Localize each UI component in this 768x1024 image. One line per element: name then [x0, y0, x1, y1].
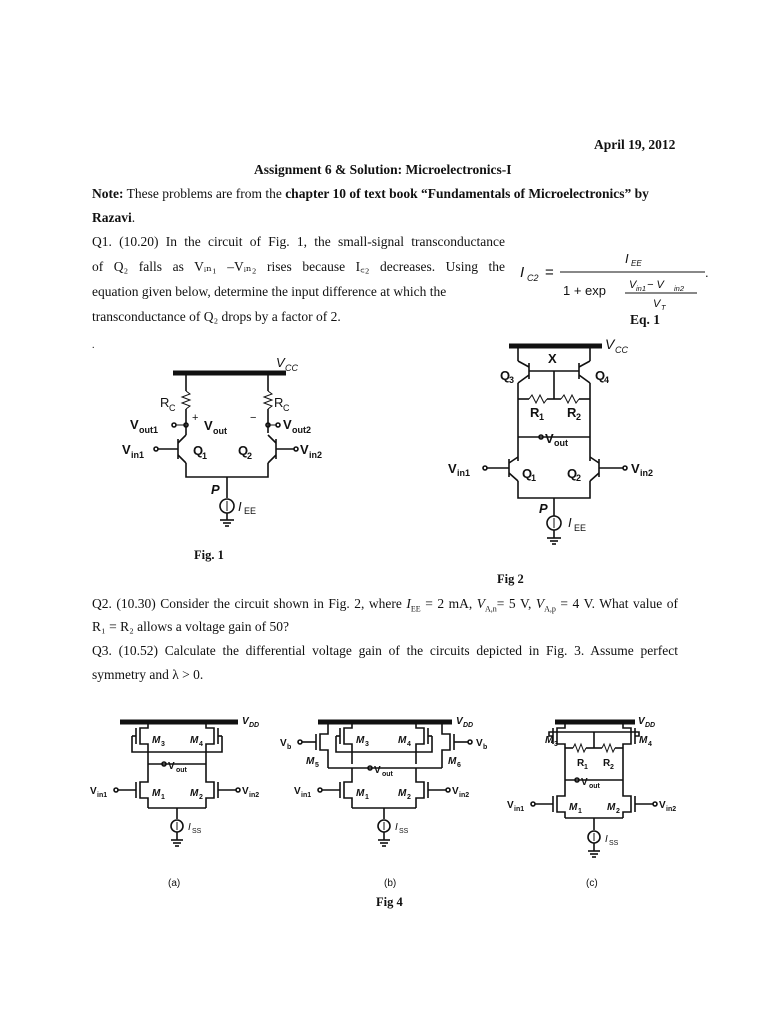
- svg-text:in2: in2: [459, 792, 470, 799]
- svg-text:1: 1: [531, 473, 537, 483]
- svg-text:R: R: [567, 405, 577, 420]
- svg-text:V: V: [294, 786, 301, 797]
- svg-text:2: 2: [199, 794, 203, 801]
- svg-text:EE: EE: [244, 506, 257, 516]
- svg-text:M: M: [607, 802, 616, 813]
- svg-text:(a): (a): [168, 878, 181, 889]
- note-author: Razavi: [92, 210, 132, 225]
- svg-text:M: M: [545, 735, 554, 746]
- svg-text:in1: in1: [97, 792, 108, 799]
- note-line-1: [92, 181, 678, 206]
- svg-text:in1: in1: [301, 792, 312, 799]
- svg-text:R: R: [274, 395, 284, 410]
- note-line-2: Razavi.: [92, 210, 136, 225]
- svg-text:CC: CC: [285, 363, 298, 373]
- vout1-terminal: [172, 423, 176, 427]
- svg-text:4: 4: [604, 375, 610, 385]
- svg-text:DD: DD: [249, 722, 260, 729]
- svg-text:T: T: [661, 303, 666, 312]
- svg-text:in1: in1: [514, 806, 525, 813]
- svg-text:V: V: [448, 461, 457, 476]
- svg-text:1: 1: [584, 764, 588, 771]
- figure-4c-circuit: [505, 712, 685, 892]
- svg-text:SS: SS: [399, 828, 409, 835]
- svg-text:V: V: [204, 418, 213, 433]
- svg-text:C: C: [283, 403, 290, 413]
- equation-1: [515, 245, 715, 315]
- svg-text:+: +: [192, 412, 199, 424]
- svg-text:in2: in2: [640, 468, 654, 478]
- svg-text:out: out: [176, 767, 187, 774]
- q2-line-2: R₁ = R₂ allows a voltage gain of 50?: [92, 619, 289, 634]
- svg-text:M: M: [398, 788, 407, 799]
- q1-line-4: transconductance of Q₂ drops by a factor of 2.: [92, 309, 341, 324]
- vout2-terminal: [276, 423, 280, 427]
- svg-text:V: V: [168, 761, 175, 772]
- svg-text:V: V: [242, 786, 249, 797]
- svg-text:out: out: [382, 771, 393, 778]
- figure-2-circuit: [445, 333, 675, 563]
- svg-text:Q: Q: [193, 443, 204, 458]
- svg-text:M: M: [190, 788, 199, 799]
- svg-text:in2: in2: [674, 284, 685, 293]
- svg-text:Q: Q: [522, 466, 533, 481]
- svg-text:M: M: [152, 788, 161, 799]
- svg-text:C2: C2: [527, 273, 539, 283]
- svg-text:V: V: [456, 716, 463, 727]
- svg-text:V: V: [283, 417, 292, 432]
- svg-text:− V: − V: [647, 279, 664, 291]
- svg-text:P: P: [211, 482, 220, 497]
- assignment-title: Assignment 6 & Solution: Microelectronics-I: [254, 162, 512, 177]
- svg-text:CC: CC: [615, 345, 628, 355]
- svg-text:1: 1: [365, 794, 369, 801]
- svg-text:b: b: [287, 744, 292, 751]
- svg-text:2: 2: [610, 764, 614, 771]
- svg-text:V: V: [605, 336, 615, 352]
- svg-text:in1: in1: [457, 468, 471, 478]
- svg-text:V: V: [122, 442, 131, 457]
- svg-text:DD: DD: [645, 722, 656, 729]
- svg-text:5: 5: [315, 762, 319, 769]
- svg-text:I: I: [605, 834, 608, 845]
- svg-text:EE: EE: [574, 523, 587, 533]
- svg-text:P: P: [539, 501, 548, 516]
- figure-1-circuit: [118, 355, 328, 530]
- svg-text:1: 1: [161, 794, 165, 801]
- svg-text:R: R: [603, 758, 611, 769]
- q3-line-2: symmetry and λ > 0.: [92, 667, 204, 682]
- svg-text:3: 3: [554, 741, 558, 748]
- svg-text:2: 2: [576, 412, 582, 422]
- svg-text:Q: Q: [500, 368, 511, 383]
- note-label: Note:: [92, 186, 124, 201]
- svg-text:V: V: [280, 738, 287, 749]
- svg-text:I: I: [188, 822, 191, 833]
- stray-dot: .: [92, 340, 95, 351]
- svg-text:M: M: [569, 802, 578, 813]
- svg-text:1: 1: [578, 808, 582, 815]
- svg-text:2: 2: [407, 794, 411, 801]
- svg-text:out: out: [589, 783, 600, 790]
- q1-line-3: equation given below, determine the input difference at which the: [92, 284, 447, 299]
- svg-text:EE: EE: [631, 259, 642, 268]
- svg-text:V: V: [507, 800, 514, 811]
- svg-text:−: −: [250, 412, 257, 424]
- svg-text:M: M: [306, 756, 315, 767]
- svg-text:V: V: [276, 355, 285, 370]
- svg-text:V: V: [638, 716, 645, 727]
- svg-text:V: V: [242, 716, 249, 727]
- svg-text:out1: out1: [139, 425, 158, 435]
- svg-text:b: b: [483, 744, 488, 751]
- eq-numerator: I: [625, 251, 629, 266]
- svg-text:R: R: [577, 758, 585, 769]
- note-book-reference: chapter 10 of text book “Fundamentals of Microelectronics” by: [285, 186, 649, 201]
- svg-text:M: M: [190, 735, 199, 746]
- svg-text:6: 6: [457, 762, 461, 769]
- svg-text:V: V: [653, 298, 661, 310]
- svg-text:2: 2: [616, 808, 620, 815]
- svg-text:2: 2: [247, 451, 253, 461]
- svg-text:V: V: [581, 777, 588, 788]
- figure-1-caption: Fig. 1: [194, 548, 224, 562]
- svg-text:(b): (b): [384, 878, 397, 889]
- svg-text:=: =: [545, 264, 554, 281]
- note-text: These problems are from the: [123, 186, 286, 201]
- svg-text:M: M: [356, 788, 365, 799]
- svg-text:1: 1: [202, 451, 208, 461]
- svg-text:in2: in2: [249, 792, 260, 799]
- figure-2-caption: Fig 2: [497, 572, 524, 586]
- svg-text:V: V: [629, 279, 637, 291]
- svg-text:DD: DD: [463, 722, 474, 729]
- svg-text:R: R: [160, 395, 170, 410]
- svg-text:M: M: [398, 735, 407, 746]
- svg-text:in2: in2: [666, 806, 677, 813]
- svg-text:R: R: [530, 405, 540, 420]
- svg-text:3: 3: [365, 741, 369, 748]
- svg-text:SS: SS: [192, 828, 202, 835]
- svg-text:V: V: [300, 442, 309, 457]
- figure-4b-circuit: [280, 712, 500, 892]
- date: April 19, 2012: [594, 137, 676, 152]
- svg-text:.: .: [705, 265, 709, 280]
- svg-text:out2: out2: [292, 425, 311, 435]
- svg-text:V: V: [90, 786, 97, 797]
- svg-text:4: 4: [407, 741, 411, 748]
- svg-text:X: X: [548, 351, 557, 366]
- svg-text:V: V: [545, 431, 554, 446]
- q1-line-2: of Q₂ falls as Vᵢₙ₁ –Vᵢₙ₂ rises because I꜀₂ decreases. Using the: [92, 259, 505, 274]
- svg-text:3: 3: [509, 375, 515, 385]
- svg-text:M: M: [639, 735, 648, 746]
- svg-text:2: 2: [576, 473, 582, 483]
- svg-text:in2: in2: [309, 450, 323, 460]
- svg-text:out: out: [213, 426, 227, 436]
- eq-lhs: I: [520, 264, 525, 281]
- svg-text:V: V: [452, 786, 459, 797]
- svg-text:V: V: [476, 738, 483, 749]
- svg-text:V: V: [374, 765, 381, 776]
- svg-text:in1: in1: [636, 284, 647, 293]
- svg-text:1 + exp: 1 + exp: [563, 283, 607, 298]
- svg-text:I: I: [238, 499, 242, 514]
- equation-label: Eq. 1: [630, 312, 661, 327]
- svg-text:Q: Q: [595, 368, 606, 383]
- figure-4a-circuit: [88, 712, 268, 892]
- svg-text:in1: in1: [131, 450, 145, 460]
- svg-text:C: C: [169, 403, 176, 413]
- svg-text:4: 4: [648, 741, 652, 748]
- svg-text:I: I: [568, 515, 572, 530]
- svg-text:M: M: [152, 735, 161, 746]
- svg-text:Q: Q: [238, 443, 249, 458]
- svg-text:I: I: [395, 822, 398, 833]
- svg-text:V: V: [130, 417, 139, 432]
- svg-text:4: 4: [199, 741, 203, 748]
- q2-line-1: Q2. (10.30) Consider the circuit shown in Fig. 2, where $I_{EE} = 2$ mA, $V_{A,n}= 5$ V, $V_{A,p} = 4$ V. What value of: [92, 596, 678, 614]
- svg-text:Q: Q: [567, 466, 578, 481]
- q3-line-1: Q3. (10.52) Calculate the differential voltage gain of the circuits depicted in Fig. 3. Assume perfect: [92, 643, 678, 658]
- svg-text:V: V: [631, 461, 640, 476]
- svg-text:SS: SS: [609, 840, 619, 847]
- figure-4-caption: Fig 4: [376, 895, 403, 909]
- svg-text:M: M: [356, 735, 365, 746]
- svg-text:out: out: [554, 438, 568, 448]
- q1-line-1: Q1. (10.20) In the circuit of Fig. 1, the small-signal transconductance: [92, 234, 505, 249]
- svg-text:1: 1: [539, 412, 545, 422]
- svg-text:3: 3: [161, 741, 165, 748]
- svg-text:V: V: [659, 800, 666, 811]
- svg-text:M: M: [448, 756, 457, 767]
- svg-text:(c): (c): [586, 878, 598, 889]
